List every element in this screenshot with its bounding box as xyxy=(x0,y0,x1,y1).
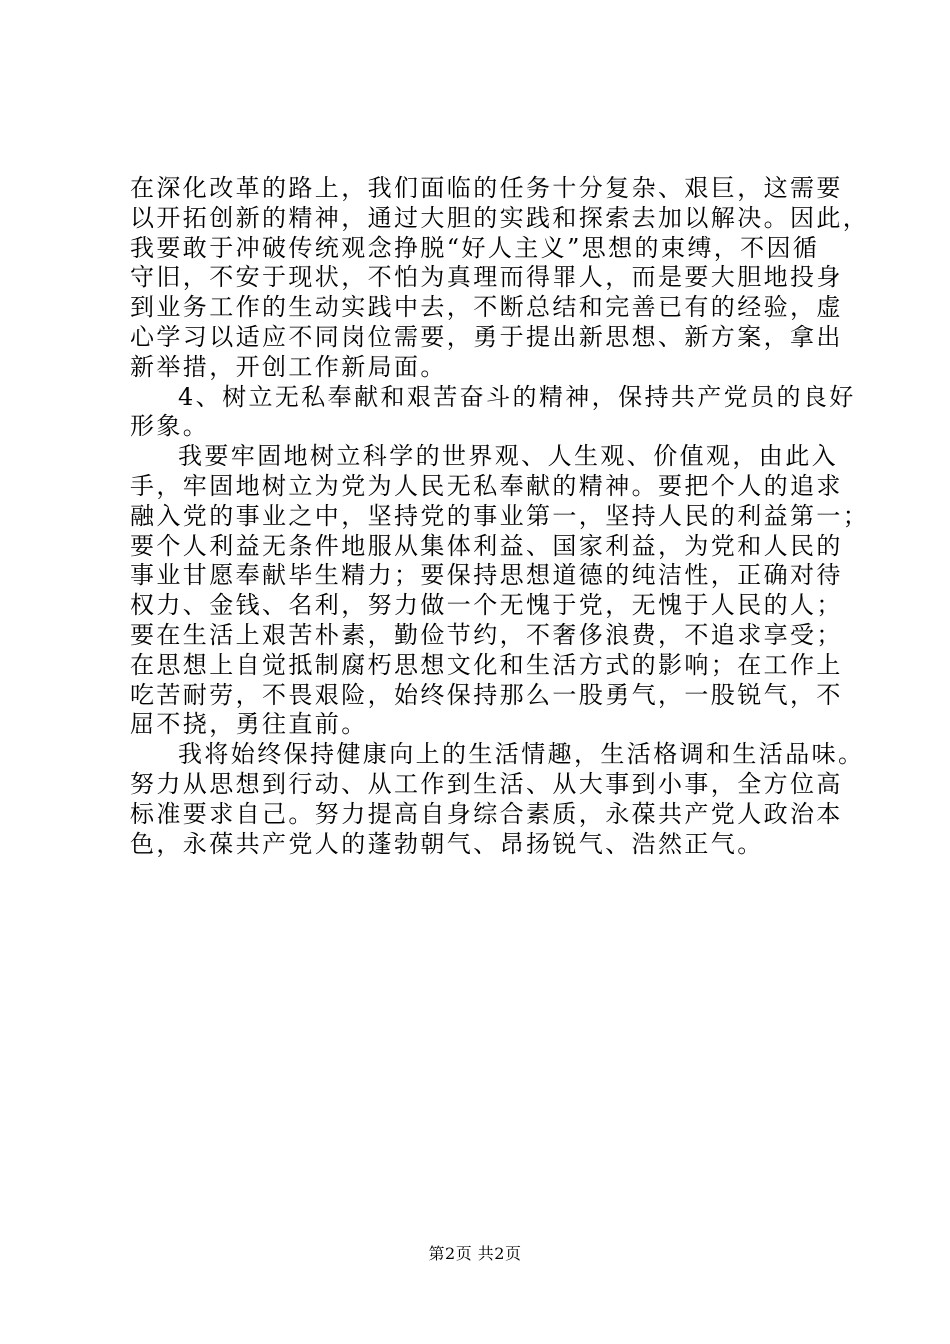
text-line: 手，牢固地树立为党为人民无私奉献的精神。要把个人的追求 xyxy=(130,471,843,500)
section-heading: 4、树立无私奉献和艰苦奋斗的精神，保持共产党员的良好 xyxy=(178,382,856,411)
paragraph-start: 我将始终保持健康向上的生活情趣，生活格调和生活品味。 xyxy=(178,740,865,769)
text-line: 心学习以适应不同岗位需要，勇于提出新思想、新方案，拿出 xyxy=(130,322,843,351)
text-line: 在深化改革的路上，我们面临的任务十分复杂、艰巨，这需要 xyxy=(130,174,843,202)
text-line: 事业甘愿奉献毕生精力；要保持思想道德的纯洁性，正确对待 xyxy=(130,561,843,590)
text-line: 守旧，不安于现状，不怕为真理而得罪人，而是要大胆地投身 xyxy=(130,263,843,292)
text-line: 吃苦耐劳，不畏艰险，始终保持那么一股勇气，一股锐气，不 xyxy=(130,680,843,709)
text-line: 权力、金钱、名利，努力做一个无愧于党，无愧于人民的人； xyxy=(130,591,843,620)
text-line: 我要敢于冲破传统观念挣脱“好人主义”思想的束缚，不因循 xyxy=(130,233,820,262)
text-line: 色，永葆共产党人的蓬勃朝气、昂扬锐气、浩然正气。 xyxy=(130,829,764,858)
text-line: 以开拓创新的精神，通过大胆的实践和探索去加以解决。因此， xyxy=(130,203,870,232)
text-line: 努力从思想到行动、从工作到生活、从大事到小事，全方位高 xyxy=(130,769,843,798)
page-number-footer: 第2页 共2页 xyxy=(428,1244,522,1263)
text-line: 到业务工作的生动实践中去，不断总结和完善已有的经验，虚 xyxy=(130,293,843,322)
text-line: 要个人利益无条件地服从集体利益、国家利益，为党和人民的 xyxy=(130,531,843,560)
text-line: 标准要求自己。努力提高自身综合素质，永葆共产党人政治本 xyxy=(130,799,843,828)
paragraph-start: 我要牢固地树立科学的世界观、人生观、价值观，由此入 xyxy=(178,442,838,471)
text-line: 要在生活上艰苦朴素，勤俭节约，不奢侈浪费，不追求享受； xyxy=(130,620,843,649)
text-line: 形象。 xyxy=(130,412,210,441)
text-line: 在思想上自觉抵制腐朽思想文化和生活方式的影响；在工作上 xyxy=(130,650,843,679)
text-line: 新举措，开创工作新局面。 xyxy=(130,352,447,381)
body-text xyxy=(130,174,870,859)
text-line: 融入党的事业之中，坚持党的事业第一，坚持人民的利益第一； xyxy=(130,501,870,530)
text-line: 屈不挠，勇往直前。 xyxy=(130,710,368,739)
